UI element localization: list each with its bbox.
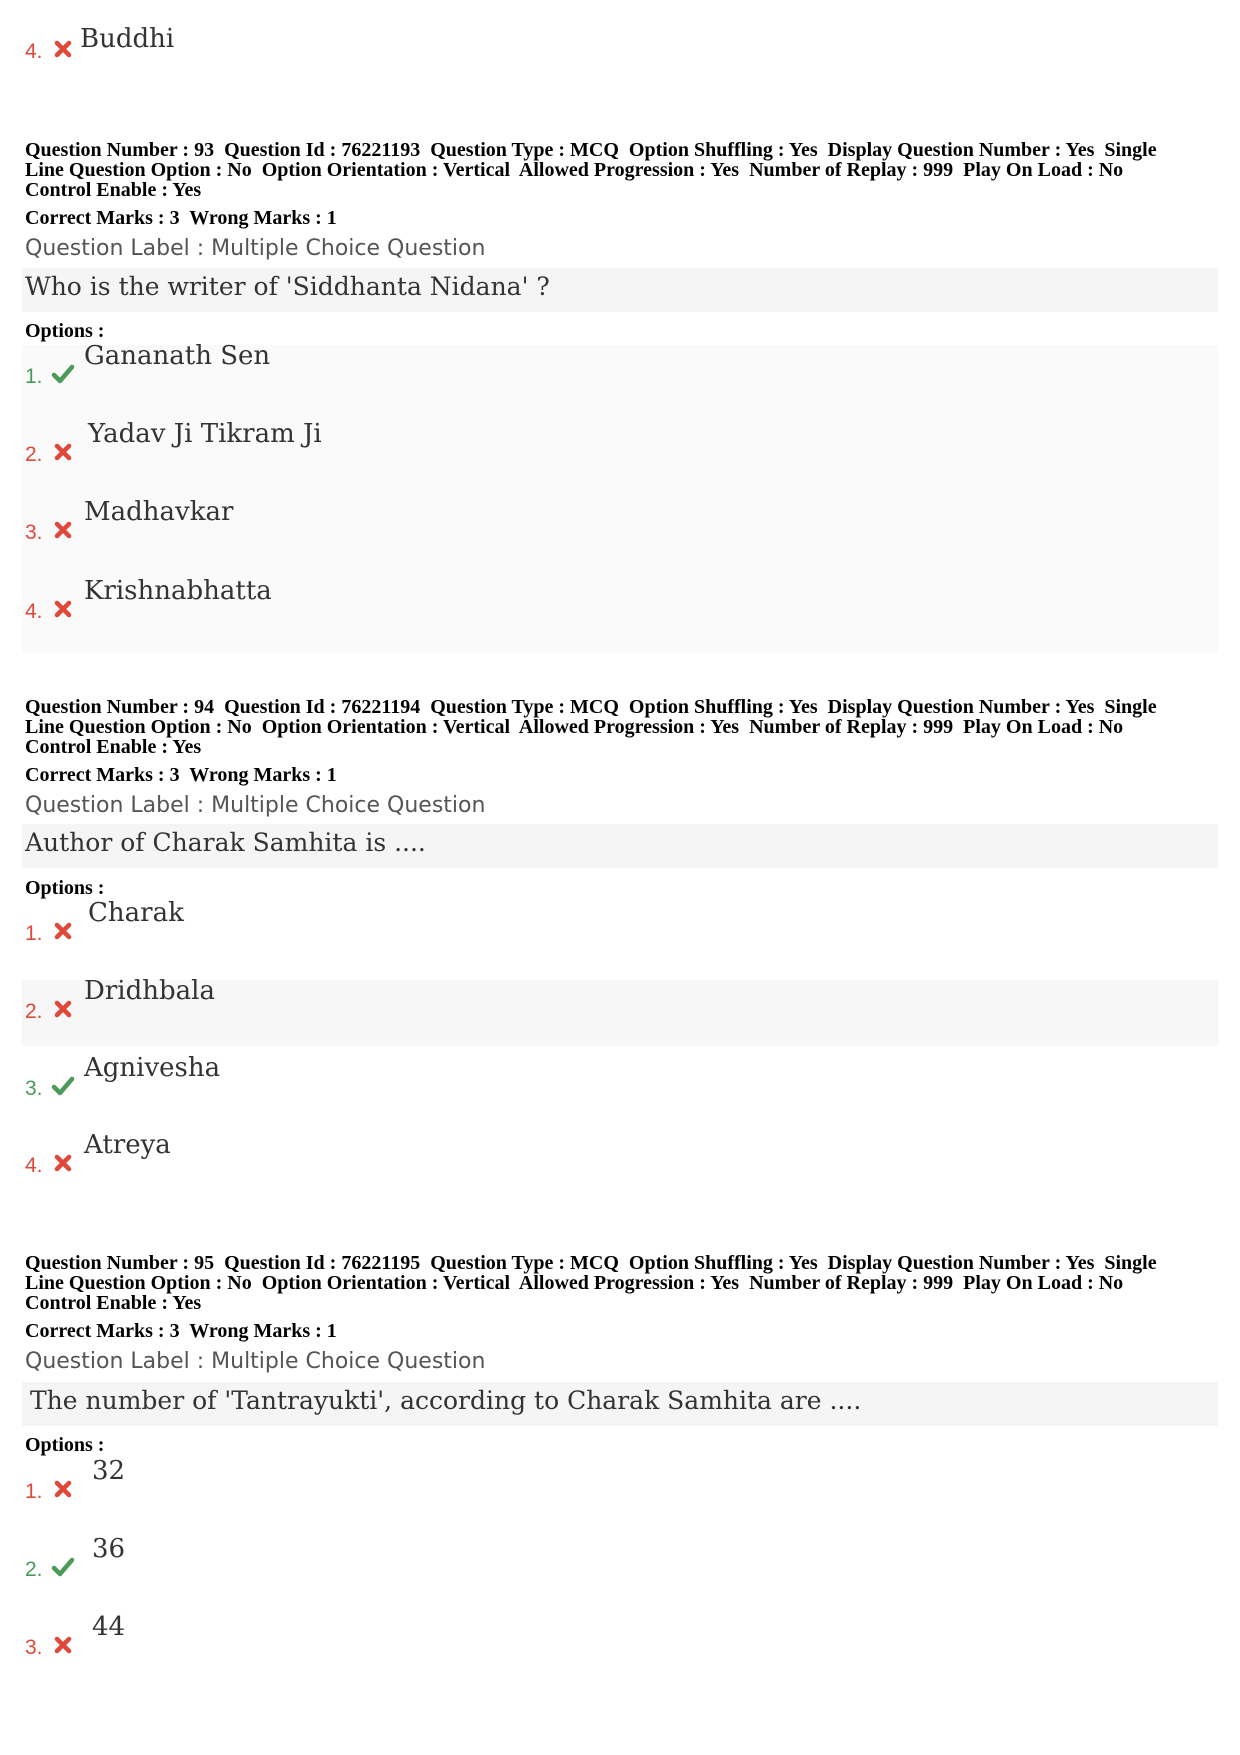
options-label: Options : bbox=[25, 1434, 105, 1456]
cross-icon bbox=[50, 996, 76, 1022]
option-text: Atreya bbox=[84, 1130, 171, 1160]
options-label: Options : bbox=[25, 320, 105, 342]
question-label: Question Label : Multiple Choice Question bbox=[25, 1349, 486, 1374]
option-text: Yadav Ji Tikram Ji bbox=[88, 419, 322, 449]
check-icon bbox=[50, 1554, 76, 1580]
question-text: Who is the writer of 'Siddhanta Nidana' ? bbox=[25, 272, 550, 301]
question-text-box bbox=[22, 824, 1218, 868]
question-text: Author of Charak Samhita is .... bbox=[25, 828, 426, 857]
option-text: Agnivesha bbox=[84, 1053, 221, 1083]
option-number: 2. bbox=[25, 443, 43, 466]
cross-icon bbox=[50, 439, 76, 465]
cross-icon bbox=[50, 36, 76, 62]
option-row bbox=[22, 576, 1218, 646]
cross-icon bbox=[50, 596, 76, 622]
meta-line: Line Question Option : No Option Orientation : Vertical Allowed Progression : Yes Number of Replay : 999 Play On Load : No bbox=[25, 1272, 1124, 1294]
option-row bbox=[22, 1053, 1218, 1123]
option-row bbox=[22, 20, 1218, 86]
cross-icon bbox=[50, 517, 76, 543]
option-text: Charak bbox=[88, 898, 184, 928]
option-number: 2. bbox=[25, 1558, 43, 1581]
option-number: 1. bbox=[25, 365, 43, 388]
option-text: Dridhbala bbox=[84, 976, 215, 1006]
option-text: Buddhi bbox=[80, 24, 175, 54]
option-number: 4. bbox=[25, 40, 43, 63]
marks-line: Correct Marks : 3 Wrong Marks : 1 bbox=[25, 1320, 337, 1342]
option-text: Krishnabhatta bbox=[84, 576, 272, 606]
question-label: Question Label : Multiple Choice Question bbox=[25, 236, 486, 261]
meta-line: Control Enable : Yes bbox=[25, 736, 202, 758]
question-meta bbox=[25, 140, 1225, 200]
question-text: The number of 'Tantrayukti', according to Charak Samhita are .... bbox=[30, 1386, 862, 1415]
meta-line: Control Enable : Yes bbox=[25, 179, 202, 201]
option-row bbox=[22, 976, 1218, 1046]
option-row bbox=[22, 1456, 1218, 1526]
options-label: Options : bbox=[25, 877, 105, 899]
option-row bbox=[22, 1612, 1218, 1682]
cross-icon bbox=[50, 1632, 76, 1658]
check-icon bbox=[50, 1073, 76, 1099]
question-text-box bbox=[22, 268, 1218, 312]
option-number: 2. bbox=[25, 1000, 43, 1023]
question-label: Question Label : Multiple Choice Question bbox=[25, 793, 486, 818]
marks-line: Correct Marks : 3 Wrong Marks : 1 bbox=[25, 764, 337, 786]
option-number: 4. bbox=[25, 1154, 43, 1177]
option-row bbox=[22, 497, 1218, 567]
option-number: 1. bbox=[25, 922, 43, 945]
marks-line: Correct Marks : 3 Wrong Marks : 1 bbox=[25, 207, 337, 229]
question-text-box bbox=[22, 1382, 1218, 1426]
option-number: 3. bbox=[25, 1636, 43, 1659]
option-text: 36 bbox=[92, 1534, 126, 1564]
meta-line: Question Number : 94 Question Id : 76221194 Question Type : MCQ Option Shuffling : Yes Display Question Number : Yes Single bbox=[25, 696, 1157, 718]
option-text: Gananath Sen bbox=[84, 341, 271, 371]
question-meta bbox=[25, 697, 1225, 757]
option-row bbox=[22, 1130, 1218, 1200]
cross-icon bbox=[50, 918, 76, 944]
option-text: Madhavkar bbox=[84, 497, 234, 527]
check-icon bbox=[50, 361, 76, 387]
option-number: 3. bbox=[25, 521, 43, 544]
option-row bbox=[22, 898, 1218, 968]
meta-line: Control Enable : Yes bbox=[25, 1292, 202, 1314]
cross-icon bbox=[50, 1476, 76, 1502]
option-row bbox=[22, 419, 1218, 489]
meta-line: Question Number : 95 Question Id : 76221195 Question Type : MCQ Option Shuffling : Yes Display Question Number : Yes Single bbox=[25, 1252, 1157, 1274]
option-text: 44 bbox=[92, 1612, 126, 1642]
option-text: 32 bbox=[92, 1456, 126, 1486]
option-row bbox=[22, 1534, 1218, 1604]
cross-icon bbox=[50, 1150, 76, 1176]
meta-line: Question Number : 93 Question Id : 76221193 Question Type : MCQ Option Shuffling : Yes Display Question Number : Yes Single bbox=[25, 139, 1157, 161]
option-number: 3. bbox=[25, 1077, 43, 1100]
meta-line: Line Question Option : No Option Orientation : Vertical Allowed Progression : Yes Number of Replay : 999 Play On Load : No bbox=[25, 159, 1124, 181]
option-row bbox=[22, 341, 1218, 411]
question-meta bbox=[25, 1253, 1225, 1313]
meta-line: Line Question Option : No Option Orientation : Vertical Allowed Progression : Yes Number of Replay : 999 Play On Load : No bbox=[25, 716, 1124, 738]
option-number: 4. bbox=[25, 600, 43, 623]
option-number: 1. bbox=[25, 1480, 43, 1503]
